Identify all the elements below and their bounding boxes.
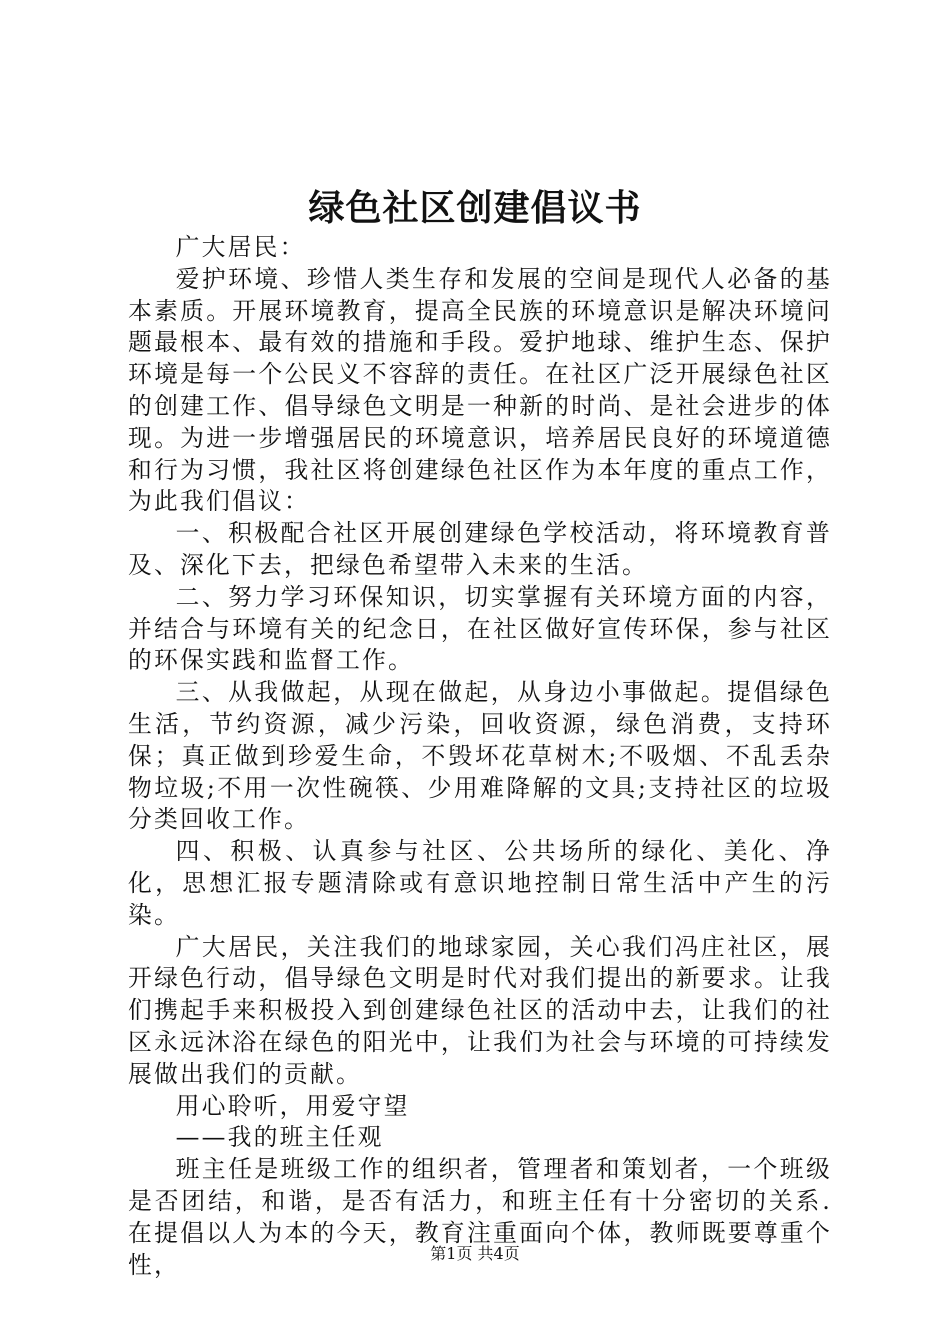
- salutation: 广大居民：: [175, 233, 306, 261]
- paragraph: 班主任是班级工作的组织者，管理者和策划者，一个班级是否团结，和谐，是否有活力，和班主任有十分密切的关系.在提倡以人为本的今天，教育注重面向个体，教师既要尊重个性，: [128, 1155, 832, 1279]
- paragraph: 广大居民，关注我们的地球家园，关心我们冯庄社区，展开绿色行动，倡导绿色文明是时代对我们提出的新要求。让我们携起手来积极投入到创建绿色社区的活动中去，让我们的社区永远沐浴在绿色的阳光中，让我们为社会与环境的可持续发展做出我们的贡献。: [128, 932, 832, 1088]
- document-title: 绿色社区创建倡议书: [308, 187, 642, 229]
- paragraph: 二、努力学习环保知识，切实掌握有关环境方面的内容，并结合与环境有关的纪念日，在社区做好宣传环保，参与社区的环保实践和监督工作。: [128, 582, 832, 675]
- section-subheading: ——我的班主任观: [175, 1123, 384, 1152]
- paragraph: 三、从我做起，从现在做起，从身边小事做起。提倡绿色生活，节约资源，减少污染，回收资源，绿色消费，支持环保；真正做到珍爱生命，不毁坏花草树木;不吸烟、不乱丢杂物垃圾;不用一次性碗筷、少用难降解的文具;支持社区的垃圾分类回收工作。: [128, 678, 832, 834]
- document-body: [128, 232, 832, 1281]
- paragraph: 一、积极配合社区开展创建绿色学校活动，将环境教育普及、深化下去，把绿色希望带入未来的生活。: [128, 519, 832, 579]
- page-footer: 第1页 共4页: [430, 1244, 520, 1263]
- paragraph: 四、积极、认真参与社区、公共场所的绿化、美化、净化，思想汇报专题清除或有意识地控制日常生活中产生的污染。: [128, 837, 832, 929]
- section-heading: 用心聆听，用爱守望: [175, 1091, 410, 1120]
- paragraph: 爱护环境、珍惜人类生存和发展的空间是现代人必备的基本素质。开展环境教育，提高全民族的环境意识是解决环境问题最根本、最有效的措施和手段。爱护地球、维护生态、保护环境是每一个公民义不容辞的责任。在社区广泛开展绿色社区的创建工作、倡导绿色文明是一种新的时尚、是社会进步的体现。为进一步增强居民的环境意识，培养居民良好的环境道德和行为习惯，我社区将创建绿色社区作为本年度的重点工作，为此我们倡议：: [128, 264, 832, 516]
